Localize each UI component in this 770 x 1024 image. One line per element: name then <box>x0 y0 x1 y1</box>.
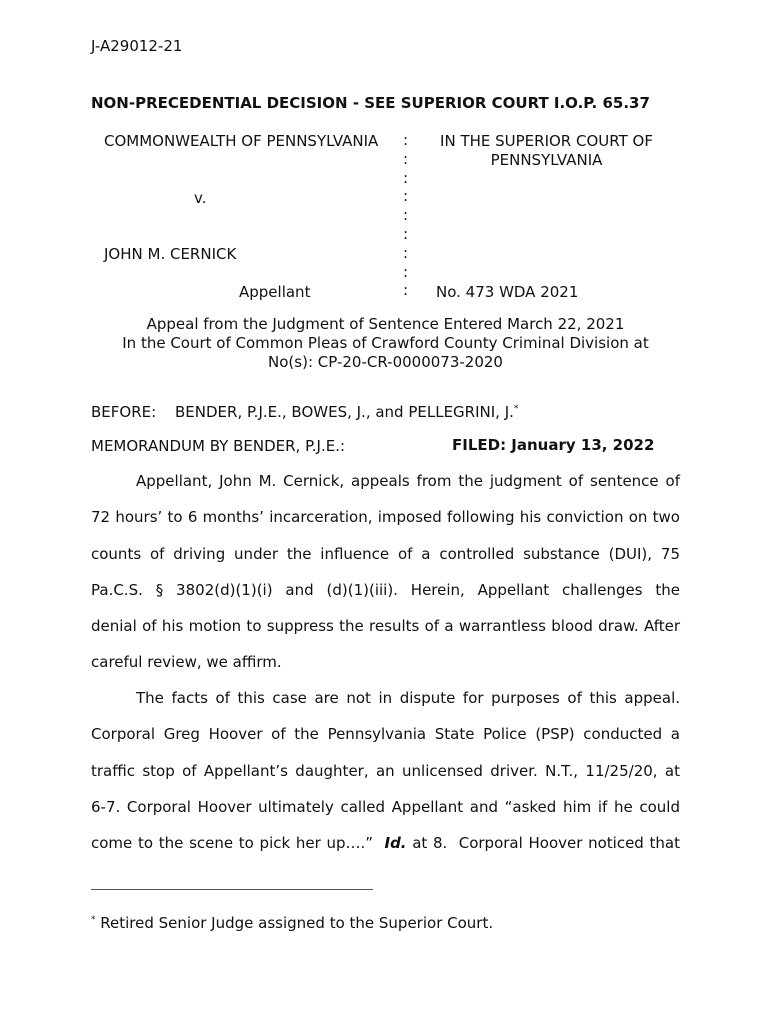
filed-date: FILED: January 13, 2022 <box>452 436 655 454</box>
body-line-text: at 8. Corporal Hoover noticed that <box>406 834 680 852</box>
body-line: Corporal Greg Hoover of the Pennsylvania State Police (PSP) conducted a <box>91 725 680 743</box>
caption-colon: : <box>403 262 409 281</box>
before-judges-text: BENDER, P.J.E., BOWES, J., and PELLEGRINI, J. <box>175 403 514 421</box>
body-line: 6-7. Corporal Hoover ultimately called Appellant and “asked him if he could <box>91 798 680 816</box>
footnote-text: Retired Senior Judge assigned to the Superior Court. <box>95 914 494 932</box>
caption-colon: : <box>403 168 409 187</box>
footnote-separator <box>91 889 373 890</box>
court-name <box>425 132 668 169</box>
caption-role: Appellant <box>239 283 311 301</box>
body-line: careful review, we affirm. <box>91 653 282 671</box>
caption-colon: : <box>403 243 409 262</box>
id-citation: Id. <box>384 834 407 852</box>
appeal-line-1: Appeal from the Judgment of Sentence Entered March 22, 2021 <box>146 315 625 333</box>
caption-colon: : <box>403 149 409 168</box>
footnote <box>91 914 493 932</box>
before-judges <box>175 403 518 421</box>
body-line: Pa.C.S. § 3802(d)(1)(i) and (d)(1)(iii). Herein, Appellant challenges the <box>91 581 680 599</box>
caption-colon: : <box>403 187 409 206</box>
body-line-text: come to the scene to pick her up….” <box>91 834 385 852</box>
body-line: Appellant, John M. Cernick, appeals from the judgment of sentence of <box>136 472 680 490</box>
court-name-line1: IN THE SUPERIOR COURT OF <box>440 132 653 150</box>
caption-colon: : <box>403 131 409 149</box>
caption-colon: : <box>403 281 409 300</box>
body-line: 72 hours’ to 6 months’ incarceration, imposed following his conviction on two <box>91 508 680 526</box>
body-line-with-citation <box>91 834 680 852</box>
court-name-line2: PENNSYLVANIA <box>490 151 603 169</box>
body-line: denial of his motion to suppress the results of a warrantless blood draw. After <box>91 617 680 635</box>
docket-code-header: J-A29012-21 <box>91 37 183 55</box>
memorandum-author: MEMORANDUM BY BENDER, P.J.E.: <box>91 437 346 455</box>
caption-colon: : <box>403 224 409 243</box>
body-line: traffic stop of Appellant’s daughter, an unlicensed driver. N.T., 11/25/20, at <box>91 762 680 780</box>
before-label: BEFORE: <box>91 403 157 421</box>
appeal-line-3: No(s): CP-20-CR-0000073-2020 <box>268 353 503 371</box>
caption-plaintiff: COMMONWEALTH OF PENNSYLVANIA <box>104 132 379 150</box>
body-line: counts of driving under the influence of a controlled substance (DUI), 75 <box>91 545 680 563</box>
footnote-reference-mark: * <box>513 404 519 414</box>
appeal-docket-number: No. 473 WDA 2021 <box>436 283 579 301</box>
caption-defendant: JOHN M. CERNICK <box>104 245 237 263</box>
body-line: The facts of this case are not in dispute for purposes of this appeal. <box>136 689 680 707</box>
appeal-line-2: In the Court of Common Pleas of Crawford County Criminal Division at <box>122 334 649 352</box>
appeal-description <box>91 315 680 372</box>
non-precedential-notice: NON-PRECEDENTIAL DECISION - SEE SUPERIOR COURT I.O.P. 65.37 <box>91 94 650 112</box>
caption-colon: : <box>403 206 409 225</box>
caption-versus: v. <box>194 189 207 207</box>
caption-colon-column <box>403 131 413 300</box>
footnote-mark: * <box>91 915 96 925</box>
